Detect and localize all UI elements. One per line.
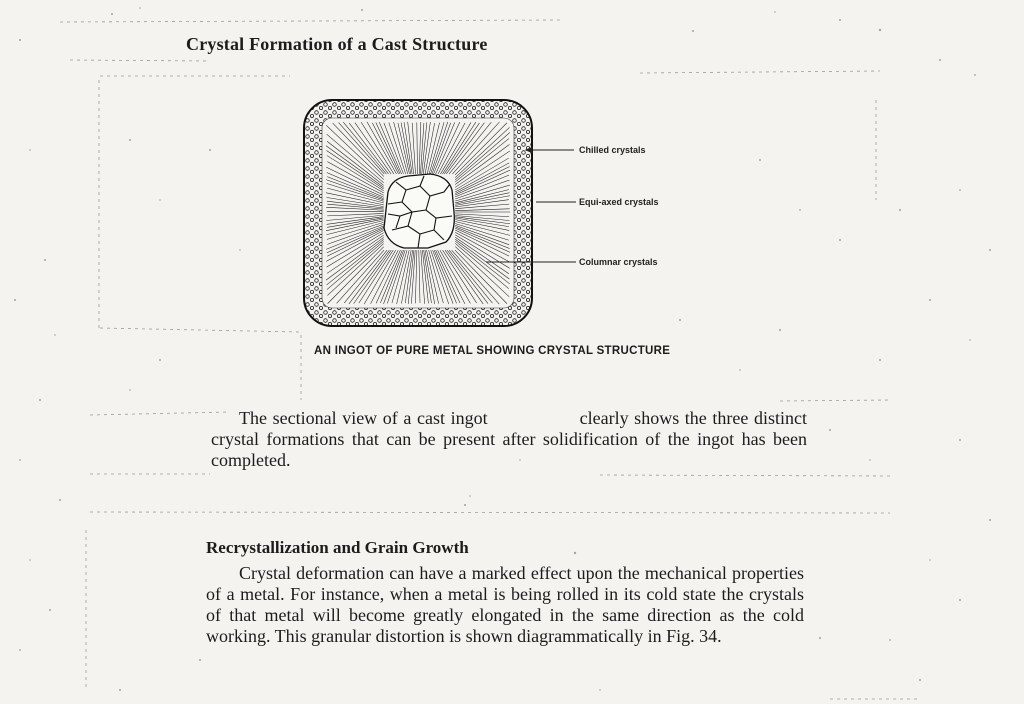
paragraph-recrystallization (206, 563, 804, 647)
ingot-diagram (304, 100, 576, 326)
label-chilled-crystals: Chilled crystals (579, 145, 646, 155)
label-equiaxed-crystals: Equi-axed crystals (579, 197, 659, 207)
label-columnar-crystals: Columnar crystals (579, 257, 658, 267)
paragraph-2-text: Crystal deformation can have a marked effect upon the mechanical properties of a metal. For instance, when a metal is being rolled in its cold state the crystals of that metal will become greatly elongated in the same direction as the cold working. This granular distortion is shown diagrammatically in Fig. 34. (206, 563, 804, 646)
section-title-crystal-formation: Crystal Formation of a Cast Structure (186, 34, 488, 54)
section-title-recrystallization: Recrystallization and Grain Growth (206, 538, 469, 557)
paragraph-1-start: The sectional view of a cast ingot (239, 408, 488, 428)
equiaxed-crystals-region (384, 174, 454, 248)
ingot-cross-section-figure (296, 94, 736, 334)
paragraph-1-rest: clearly shows the three distinct crystal formations that can be present after solidification of the ingot has been completed. (211, 408, 808, 470)
paragraph-cast-ingot (211, 408, 807, 471)
figure-caption: AN INGOT OF PURE METAL SHOWING CRYSTAL STRUCTURE (314, 345, 671, 357)
